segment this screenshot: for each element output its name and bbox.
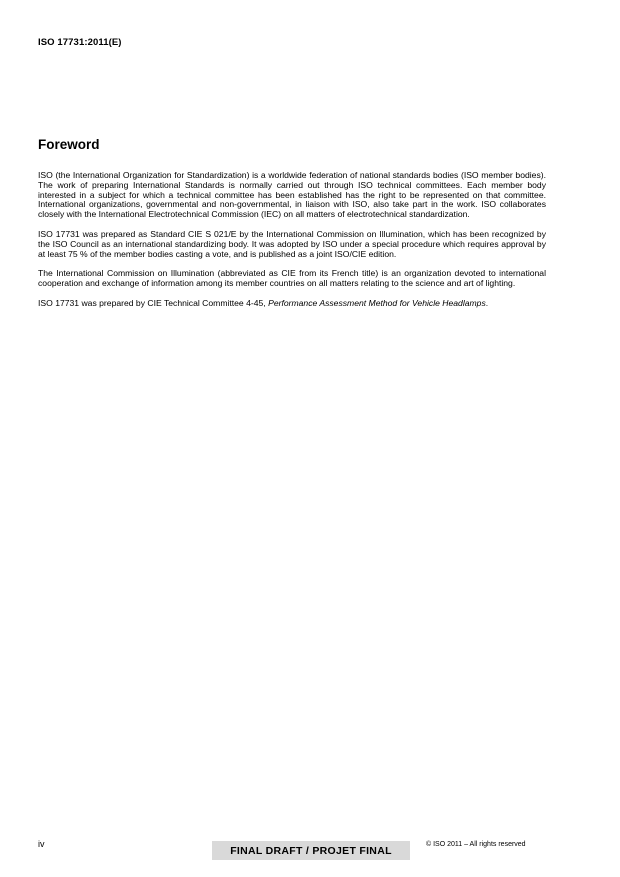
paragraph-technical-committee bbox=[38, 299, 546, 309]
final-draft-banner: FINAL DRAFT / PROJET FINAL bbox=[212, 841, 410, 860]
page-title: Foreword bbox=[38, 137, 100, 152]
foreword-body bbox=[38, 171, 546, 319]
paragraph-cie-standard: ISO 17731 was prepared as Standard CIE S 021/E by the International Commission on Illumination, which has been recognized by the ISO Council as an international standardizing body. It was adopted by ISO under a special procedure which requires approval by at least 75 % of the member bodies casting a vote, and is published as a joint ISO/CIE edition. bbox=[38, 228, 546, 259]
page-number: iv bbox=[38, 839, 45, 849]
committee-text-end: . bbox=[485, 297, 489, 308]
paragraph-iso-federation: ISO (the International Organization for Standardization) is a worldwide federation of national standards bodies (ISO member bodies). The work of preparing International Standards is normally carried out through ISO technical committees. Each member body interested in a subject for which a technical committee has been established has the right to be represented on that committee. International organizations, governmental and non-governmental, in liaison with ISO, also take part in the work. ISO collaborates closely with the International Electrotechnical Commission (IEC) on all matters of electrotechnical standardization. bbox=[38, 170, 546, 220]
document-id-header: ISO 17731:2011(E) bbox=[38, 37, 122, 48]
paragraph-cie-description: The International Commission on Illumination (abbreviated as CIE from its French title) is an organization devoted to international cooperation and exchange of information among its member countries on all matters relating to the science and art of lighting. bbox=[38, 268, 546, 289]
copyright-notice: © ISO 2011 – All rights reserved bbox=[426, 841, 526, 848]
committee-text: ISO 17731 was prepared by CIE Technical Committee 4-45, bbox=[38, 297, 269, 308]
committee-document-title: Performance Assessment Method for Vehicle Headlamps bbox=[268, 297, 486, 308]
